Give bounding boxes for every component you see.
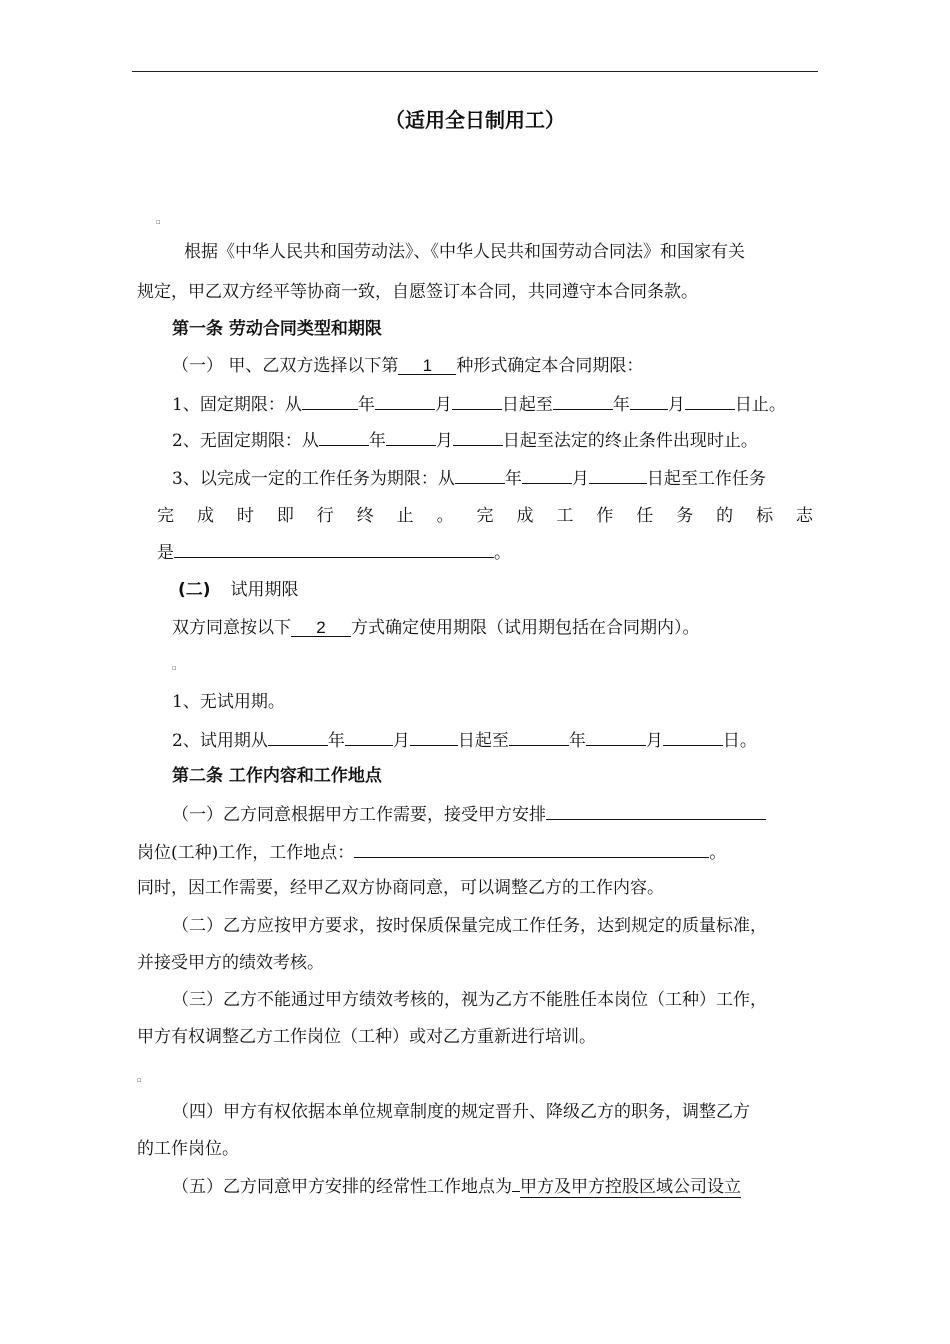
- article-2-p4-line-2: 的工作岗位。: [137, 1139, 239, 1159]
- char: 完: [157, 506, 174, 526]
- month-label: 月: [392, 731, 410, 751]
- char: 工: [556, 506, 574, 526]
- paragraph-mark: ▫: [137, 1076, 142, 1084]
- regular-work-location-value[interactable]: 甲方及甲方控股区域公司设立: [520, 1177, 741, 1197]
- probation-end-month-field[interactable]: [586, 728, 646, 746]
- period-mark: 。: [709, 843, 727, 863]
- intro-line-1: 根据《中华人民共和国劳动法》、《中华人民共和国劳动合同法》和国家有关: [184, 242, 745, 262]
- until-label: 日起至: [457, 731, 509, 751]
- end-year-field[interactable]: [553, 392, 613, 410]
- probation-end-year-field[interactable]: [509, 728, 569, 746]
- p1-location-label: 岗位(工种)工作，工作地点：: [137, 843, 355, 863]
- article-2-heading: 第二条 工作内容和工作地点: [172, 766, 382, 786]
- article-1-item-2: [178, 578, 299, 602]
- char: 的: [716, 506, 734, 526]
- p5-text: （五）乙方同意甲方安排的经常性工作地点为: [172, 1177, 512, 1197]
- year-label: 年: [504, 469, 522, 489]
- char: 止: [396, 506, 414, 526]
- start-year-field[interactable]: [455, 466, 505, 484]
- item-1-prefix: （一） 甲、乙双方选择以下第: [172, 356, 399, 376]
- month-label: 月: [571, 469, 589, 489]
- assigned-position-field[interactable]: [546, 802, 766, 820]
- article-2-p3-line-1: （三）乙方不能通过甲方绩效考核的，视为乙方不能胜任本岗位（工种）工作，: [172, 990, 767, 1010]
- option-1-label: 1、固定期限：从: [172, 395, 302, 415]
- option-open-term: [172, 428, 758, 453]
- article-2-p1-line-3: 同时，因工作需要，经甲乙双方协商同意，可以调整乙方的工作内容。: [137, 878, 664, 898]
- char: 成: [516, 506, 534, 526]
- char: 志: [796, 506, 813, 526]
- option-2-label: 2、无固定期限：从: [172, 431, 319, 451]
- work-location-field[interactable]: [354, 840, 709, 858]
- article-2-p3-line-2: 甲方有权调整乙方工作岗位（工种）或对乙方重新进行培训。: [137, 1027, 596, 1047]
- probation-end-day-field[interactable]: [663, 728, 723, 746]
- probation-suffix: 方式确定使用期限（试用期包括在合同期内）。: [351, 618, 700, 638]
- header-rule: [132, 71, 818, 72]
- probation-option-2: [172, 728, 757, 753]
- task-marker-line: [157, 540, 511, 565]
- article-1-item-1: [172, 354, 643, 378]
- char: 时: [236, 506, 254, 526]
- probation-start-year-field[interactable]: [268, 728, 328, 746]
- option-task-term: [172, 466, 766, 491]
- year-label: 年: [568, 731, 586, 751]
- article-2-p1-line-2: [137, 840, 726, 865]
- probation-option-1: 1、无试用期。: [172, 692, 285, 712]
- char: 务: [676, 506, 694, 526]
- day-label: 日。: [722, 731, 757, 751]
- char: 行: [316, 506, 334, 526]
- item-2-text: 试用期限: [230, 580, 299, 600]
- end-month-field[interactable]: [630, 392, 668, 410]
- char: 任: [636, 506, 654, 526]
- probation-start-day-field[interactable]: [410, 728, 458, 746]
- task-completion-marker-field[interactable]: [174, 540, 494, 558]
- char: 成: [196, 506, 214, 526]
- contract-form-field[interactable]: 1: [398, 357, 456, 375]
- option-3-label: 3、以完成一定的工作任务为期限：从: [172, 469, 455, 489]
- item-1-suffix: 种形式确定本合同期限：: [456, 356, 644, 376]
- char: 作: [596, 506, 614, 526]
- year-label: 年: [327, 731, 345, 751]
- char: 完: [476, 506, 494, 526]
- month-label: 月: [435, 431, 453, 451]
- end-day-field[interactable]: [685, 392, 735, 410]
- option-2-end: 日起至法定的终止条件出现时止。: [502, 431, 758, 451]
- period-mark: 。: [494, 543, 511, 563]
- start-month-field[interactable]: [375, 392, 435, 410]
- probation-method-field[interactable]: 2: [291, 619, 351, 637]
- start-day-field[interactable]: [452, 392, 502, 410]
- month-label: 月: [667, 395, 685, 415]
- p1-text: （一）乙方同意根据甲方工作需要，接受甲方安排: [172, 805, 546, 825]
- start-year-field[interactable]: [319, 428, 369, 446]
- start-year-field[interactable]: [302, 392, 358, 410]
- year-label: 年: [612, 395, 630, 415]
- intro-line-2: 规定，甲乙双方经平等协商一致，自愿签订本合同，共同遵守本合同条款。: [137, 282, 698, 302]
- month-label: 月: [645, 731, 663, 751]
- probation-start-month-field[interactable]: [345, 728, 393, 746]
- char: 标: [756, 506, 774, 526]
- char: 终: [356, 506, 374, 526]
- year-label: 年: [357, 395, 375, 415]
- article-2-p2-line-2: 并接受甲方的绩效考核。: [137, 953, 324, 973]
- year-label: 年: [368, 431, 386, 451]
- end-label: 日止。: [734, 395, 786, 415]
- option-fixed-term: [172, 392, 786, 417]
- article-2-p4-line-1: （四）甲方有权依据本单位规章制度的规定晋升、降级乙方的职务，调整乙方: [172, 1102, 750, 1122]
- start-month-field[interactable]: [386, 428, 436, 446]
- option-3-continued: 日起至工作任务: [646, 469, 766, 489]
- month-label: 月: [434, 395, 452, 415]
- item-2-label: (二): [178, 580, 211, 600]
- char: 即: [276, 506, 294, 526]
- article-2-p2-line-1: （二）乙方应按甲方要求，按时保质保量完成工作任务，达到规定的质量标准，: [172, 916, 767, 936]
- page-title: （适用全日制用工）: [385, 108, 565, 132]
- start-day-field[interactable]: [589, 466, 647, 484]
- probation-method-line: [172, 616, 700, 640]
- marker-label: 是: [157, 543, 174, 563]
- paragraph-mark: ▫: [156, 218, 161, 226]
- article-1-heading: 第一条 劳动合同类型和期限: [172, 319, 382, 339]
- until-label: 日起至: [501, 395, 553, 415]
- start-day-field[interactable]: [453, 428, 503, 446]
- article-2-p5-line-1: [172, 1175, 741, 1199]
- paragraph-mark: ▫: [172, 664, 177, 672]
- article-2-p1-line-1: [172, 802, 766, 827]
- option-3-justified-line: [157, 504, 813, 528]
- probation-prefix: 双方同意按以下: [172, 618, 291, 638]
- char: 。: [436, 506, 454, 526]
- probation-option-2-label: 2、试用期从: [172, 731, 268, 751]
- start-month-field[interactable]: [522, 466, 572, 484]
